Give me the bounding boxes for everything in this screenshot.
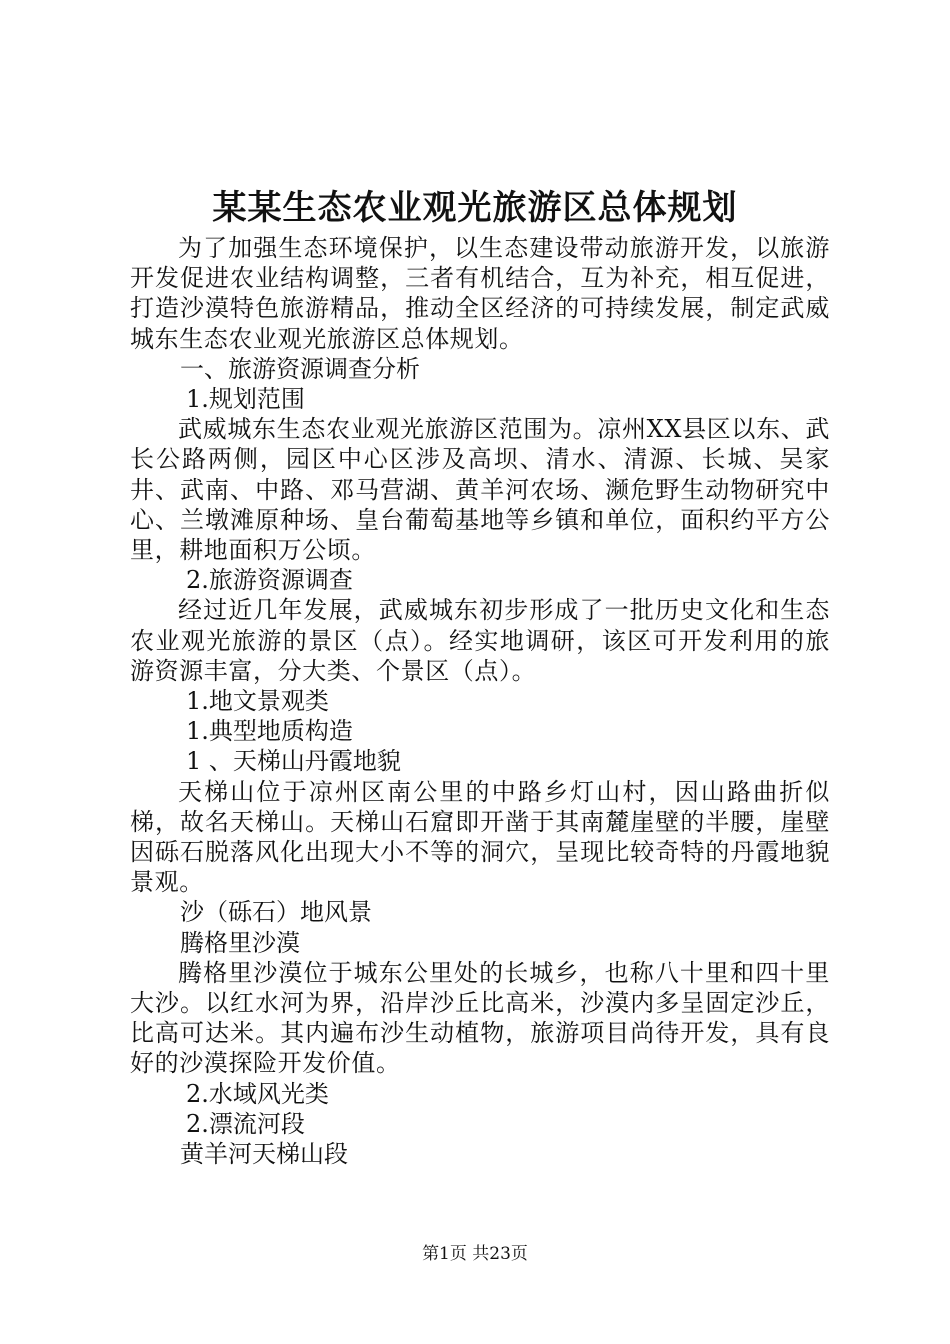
document-body: [130, 233, 830, 1169]
body-paragraph: 经过近几年发展，武威城东初步形成了一批历史文化和生态农业观光旅游的景区（点）。经实地调研，该区可开发利用的旅游资源丰富，分大类、个景区（点）。: [130, 596, 830, 685]
section-heading: 黄羊河天梯山段: [180, 1140, 348, 1169]
body-paragraph: 腾格里沙漠位于城东公里处的长城乡，也称八十里和四十里大沙。以红水河为界，沿岸沙丘比高米，沙漠内多呈固定沙丘，比高可达米。其内遍布沙生动植物，旅游项目尚待开发，具有良好的沙漠探险开发价值。: [130, 958, 830, 1078]
body-paragraph: 武威城东生态农业观光旅游区范围为。凉州XX县区以东、武长公路两侧，园区中心区涉及高坝、清水、清源、长城、吴家井、武南、中路、邓马营湖、黄羊河农场、濒危野生动物研究中心、兰墩滩原种场、皇台葡萄基地等乡镇和单位，面积约平方公里，耕地面积万公顷。: [130, 415, 830, 565]
section-heading: 2.旅游资源调查: [186, 566, 353, 595]
section-heading: 1.典型地质构造: [186, 717, 353, 746]
section-heading: 1.地文景观类: [186, 687, 329, 716]
section-heading: 腾格里沙漠: [180, 928, 300, 957]
section-heading: 沙（砾石）地风景: [180, 898, 372, 927]
document-title: 某某生态农业观光旅游区总体规划: [212, 188, 738, 228]
body-paragraph: 为了加强生态环境保护，以生态建设带动旅游开发，以旅游开发促进农业结构调整，三者有机结合，互为补充，相互促进，打造沙漠特色旅游精品，推动全区经济的可持续发展，制定武威城东生态农业观光旅游区总体规划。: [130, 234, 830, 353]
page-footer: 第1页 共23页: [422, 1244, 528, 1264]
body-paragraph: 天梯山位于凉州区南公里的中路乡灯山村，因山路曲折似梯，故名天梯山。天梯山石窟即开凿于其南麓崖壁的半腰，崖壁因砾石脱落风化出现大小不等的洞穴，呈现比较奇特的丹霞地貌景观。: [130, 777, 830, 897]
section-heading: 2.漂流河段: [186, 1109, 305, 1138]
section-heading: 1.规划范围: [186, 385, 305, 414]
section-heading: 一、旅游资源调查分析: [180, 354, 420, 383]
section-heading: 1 、天梯山丹霞地貌: [186, 747, 401, 776]
section-heading: 2.水域风光类: [186, 1079, 329, 1108]
